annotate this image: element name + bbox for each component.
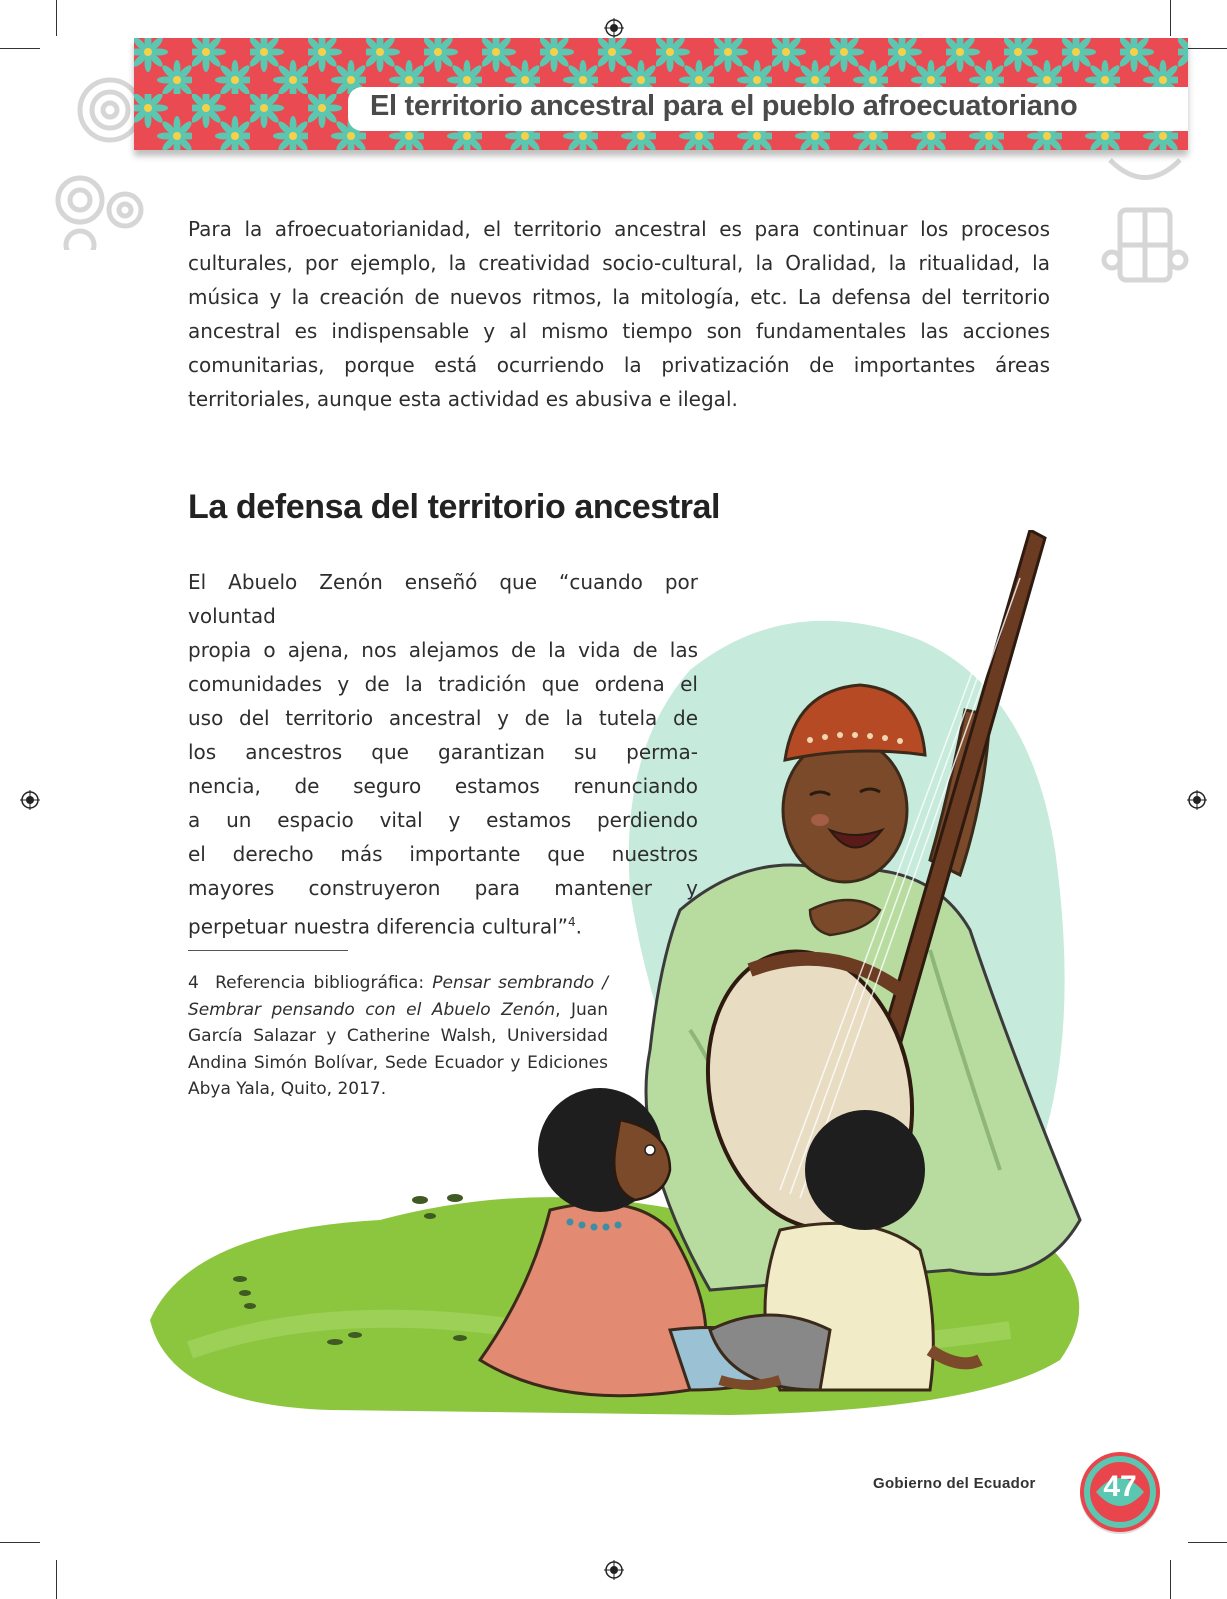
page-number: 47	[1103, 1470, 1137, 1503]
footnote-details: , Juan García Salazar y Catherine Walsh, Universidad Andina Simón Bolívar, Sede Ecuador y Ediciones Abya Yala, Quito, 2017.	[188, 999, 608, 1099]
crop-mark	[56, 0, 57, 36]
decorative-swirl-icon	[1100, 150, 1190, 300]
crop-mark	[56, 1560, 57, 1599]
section-title: La defensa del territorio ancestral	[188, 488, 721, 526]
page-header-title: El territorio ancestral para el pueblo afroecuatoriano	[370, 90, 1078, 122]
crop-mark	[1188, 1542, 1227, 1543]
quote-line-text: perpetuar nuestra diferencia cultural”	[188, 914, 568, 939]
footnote-reference[interactable]: 4	[568, 915, 576, 929]
quote-line: el derecho más importante que nuestros	[188, 842, 698, 866]
footnote-number: 4	[188, 973, 199, 993]
footnote	[188, 970, 608, 1103]
intro-paragraph: Para la afroecuatorianidad, el territorio ancestral es para continuar los procesos culturales, por ejemplo, la creatividad socio-cultural, la Oralidad, la ritualidad, la música y la creación de nuevos ritmos, la mitología, etc. La defensa del territorio ancestral es indispensable y al mismo tiempo son fundamentales las acciones comunitarias, porque está ocurriendo la privatización de importantes áreas territoriales, aunque esta actividad es abusiva e ilegal.	[188, 217, 1050, 411]
registration-mark-icon	[20, 790, 40, 810]
quote-line: propia o ajena, nos alejamos de la vida de las	[188, 638, 698, 662]
registration-mark-icon	[604, 1560, 624, 1580]
crop-mark	[0, 1542, 40, 1543]
quote-line: mayores construyeron para mantener y	[188, 876, 698, 900]
quote-line: nencia, de seguro estamos renunciando	[188, 774, 698, 798]
crop-mark	[1170, 0, 1171, 36]
quote-paragraph	[188, 565, 698, 944]
crop-mark	[1188, 48, 1227, 49]
footer-organization: Gobierno del Ecuador	[873, 1475, 1036, 1492]
footnote-title: Pensar sembrando / Sembrar pensando con el Abuelo Zenón	[188, 973, 609, 1020]
quote-line: uso del territorio ancestral y de la tutela de	[188, 706, 698, 730]
crop-mark	[1170, 1560, 1171, 1599]
crop-mark	[0, 48, 40, 49]
footnote-lead: Referencia bibliográfica:	[215, 973, 425, 993]
footnote-divider	[188, 950, 348, 951]
quote-line: El Abuelo Zenón enseñó que “cuando por voluntad	[188, 570, 698, 628]
quote-line: perpetuar nuestra diferencia cultural”$^4$.	[188, 914, 582, 939]
quote-line: los ancestros que garantizan su perma-	[188, 740, 698, 764]
registration-mark-icon	[1187, 790, 1207, 810]
registration-mark-icon	[604, 18, 624, 38]
quote-line: a un espacio vital y estamos perdiendo	[188, 808, 698, 832]
quote-line: comunidades y de la tradición que ordena el	[188, 672, 698, 696]
